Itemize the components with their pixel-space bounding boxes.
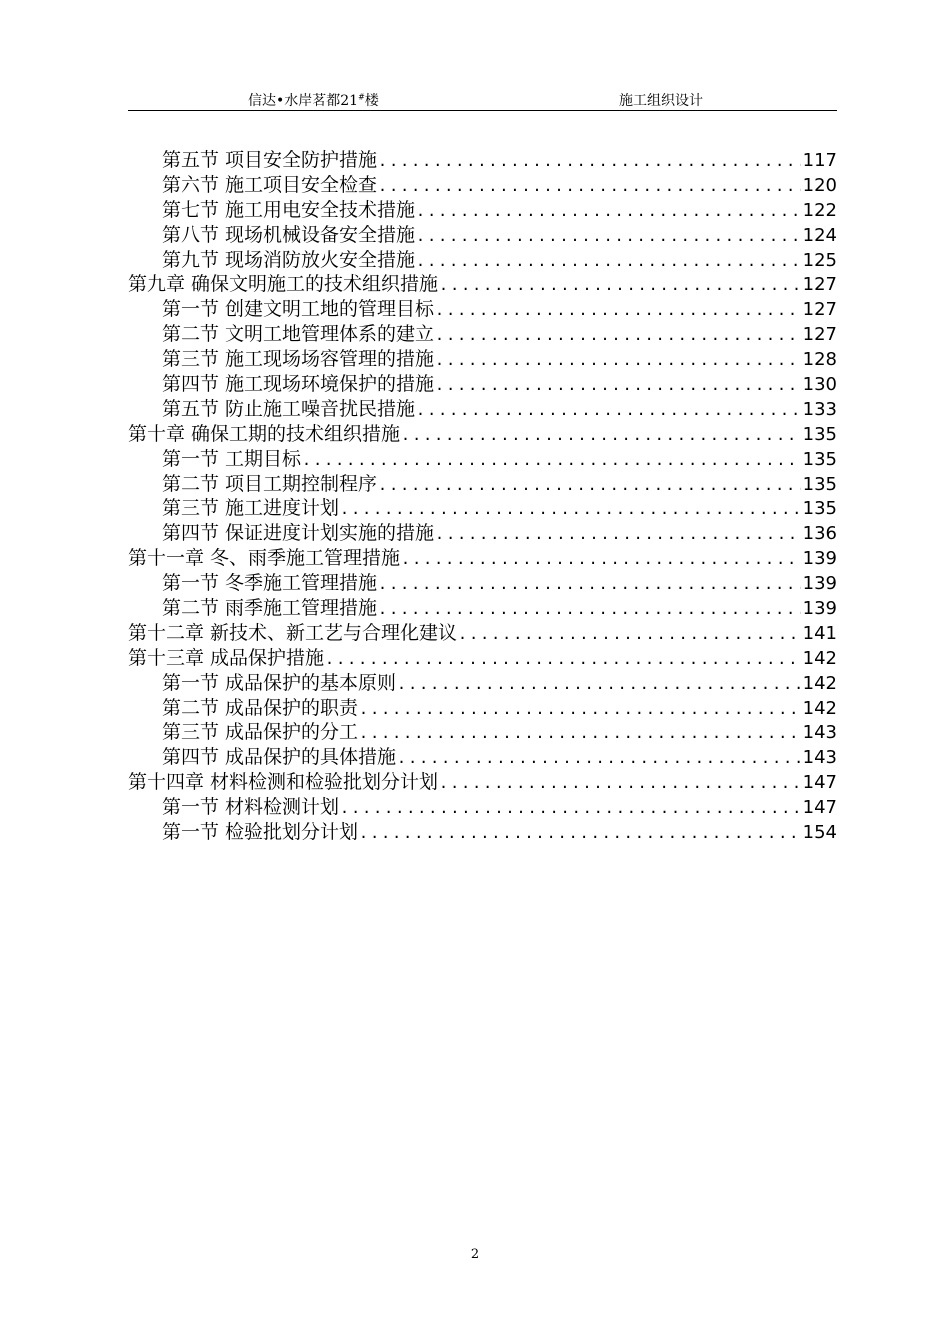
toc-entry-page-number: 135 [802,448,837,470]
toc-entry-page-number: 117 [802,150,837,171]
toc-entry-page-number: 127 [802,324,837,346]
toc-entry-title: 第三节 施工进度计划 [162,497,340,520]
toc-section-entry[interactable] [128,795,837,820]
toc-entry-title: 第一节 材料检测计划 [162,796,340,819]
toc-entry-title: 第九章 确保文明施工的技术组织措施 [128,273,439,296]
toc-entry-title: 第六节 施工项目安全检查 [162,173,378,196]
toc-dot-leader [435,323,801,348]
toc-entry-page-number: 120 [802,174,837,196]
toc-entry-page-number: 128 [802,349,837,371]
toc-chapter-entry[interactable] [128,272,837,297]
toc-entry-title: 第十二章 新技术、新工艺与合理化建议 [128,621,458,644]
toc-entry-page-number: 141 [802,622,837,644]
toc-entry-title: 第四节 保证进度计划实施的措施 [162,522,435,545]
toc-entry-title: 第二节 雨季施工管理措施 [162,597,378,620]
toc-dot-leader [340,497,801,522]
toc-dot-leader [416,249,801,274]
toc-section-entry[interactable] [128,372,837,397]
toc-entry-title: 第一节 创建文明工地的管理目标 [162,298,435,321]
toc-dot-leader [416,398,801,423]
toc-entry-title: 第十四章 材料检测和检验批划分计划 [128,771,439,794]
toc-entry-page-number: 130 [802,374,837,396]
toc-entry-page-number: 142 [802,697,837,719]
toc-section-entry[interactable] [128,447,837,472]
toc-entry-page-number: 135 [802,473,837,495]
toc-dot-leader [340,796,801,821]
toc-entry-title: 第四节 成品保护的具体措施 [162,746,397,769]
toc-dot-leader [401,547,801,572]
toc-dot-leader [397,672,801,697]
toc-dot-leader [458,622,801,647]
toc-dot-leader [435,298,801,323]
toc-entry-title: 第十三章 成品保护措施 [128,646,325,669]
toc-dot-leader [439,771,801,796]
toc-dot-leader [378,149,801,174]
toc-entry-title: 第五节 项目安全防护措施 [162,149,378,171]
toc-entry-title: 第四节 施工现场环境保护的措施 [162,373,435,396]
page-header [128,88,837,111]
toc-entry-page-number: 127 [802,299,837,321]
header-document-title: 施工组织设计 [619,93,703,109]
toc-dot-leader [359,697,801,722]
toc-section-entry[interactable] [128,696,837,721]
toc-section-entry[interactable] [128,720,837,745]
toc-entry-page-number: 135 [802,498,837,520]
toc-entry-page-number: 147 [802,772,837,794]
toc-entry-page-number: 143 [802,722,837,744]
toc-section-entry[interactable] [128,820,837,845]
toc-section-entry[interactable] [128,198,837,223]
toc-entry-page-number: 125 [802,249,837,271]
toc-entry-title: 第九节 现场消防放火安全措施 [162,248,416,271]
toc-entry-title: 第一节 冬季施工管理措施 [162,572,378,595]
toc-entry-title: 第二节 项目工期控制程序 [162,472,378,495]
toc-entry-title: 第十一章 冬、雨季施工管理措施 [128,547,401,570]
toc-dot-leader [435,522,801,547]
toc-entry-title: 第一节 成品保护的基本原则 [162,671,397,694]
toc-dot-leader [302,448,801,473]
toc-section-entry[interactable] [128,248,837,273]
toc-section-entry[interactable] [128,148,837,173]
toc-chapter-entry[interactable] [128,770,837,795]
toc-entry-page-number: 147 [802,797,837,819]
toc-dot-leader [416,199,801,224]
toc-dot-leader [416,224,801,249]
toc-chapter-entry[interactable] [128,546,837,571]
toc-section-entry[interactable] [128,496,837,521]
toc-entry-page-number: 124 [802,224,837,246]
toc-dot-leader [378,174,801,199]
toc-entry-page-number: 133 [802,398,837,420]
toc-entry-page-number: 127 [802,274,837,296]
toc-dot-leader [359,821,801,846]
toc-chapter-entry[interactable] [128,646,837,671]
toc-dot-leader [439,273,801,298]
toc-entry-title: 第八节 现场机械设备安全措施 [162,223,416,246]
toc-dot-leader [378,572,801,597]
toc-entry-page-number: 143 [802,747,837,769]
toc-entry-page-number: 139 [802,598,837,620]
toc-section-entry[interactable] [128,671,837,696]
toc-dot-leader [378,597,801,622]
toc-chapter-entry[interactable] [128,422,837,447]
toc-entry-title: 第三节 施工现场场容管理的措施 [162,348,435,371]
header-project-title: 信达•水岸茗都21#楼 [248,92,379,109]
toc-dot-leader [378,473,801,498]
toc-entry-title: 第一节 检验批划分计划 [162,821,359,844]
toc-entry-title: 第五节 防止施工噪音扰民措施 [162,397,416,420]
toc-entry-title: 第一节 工期目标 [162,447,302,470]
toc-dot-leader [435,373,801,398]
toc-dot-leader [359,721,801,746]
toc-dot-leader [401,423,801,448]
toc-section-entry[interactable] [128,472,837,497]
toc-section-entry[interactable] [128,347,837,372]
toc-section-entry[interactable] [128,397,837,422]
table-of-contents [128,148,837,845]
toc-entry-page-number: 135 [802,423,837,445]
toc-section-entry[interactable] [128,521,837,546]
toc-dot-leader [435,348,801,373]
toc-entry-page-number: 139 [802,573,837,595]
toc-entry-title: 第三节 成品保护的分工 [162,721,359,744]
toc-entry-page-number: 122 [802,199,837,221]
toc-entry-page-number: 142 [802,672,837,694]
toc-entry-title: 第十章 确保工期的技术组织措施 [128,422,401,445]
toc-section-entry[interactable] [128,173,837,198]
toc-section-entry[interactable] [128,571,837,596]
toc-chapter-entry[interactable] [128,621,837,646]
toc-entry-title: 第七节 施工用电安全技术措施 [162,198,416,221]
toc-entry-page-number: 139 [802,548,837,570]
toc-section-entry[interactable] [128,596,837,621]
toc-section-entry[interactable] [128,745,837,770]
toc-entry-page-number: 136 [802,523,837,545]
toc-section-entry[interactable] [128,223,837,248]
toc-entry-title: 第二节 文明工地管理体系的建立 [162,323,435,346]
page-number: 2 [470,1247,480,1262]
toc-entry-title: 第二节 成品保护的职责 [162,696,359,719]
toc-dot-leader [325,647,801,672]
toc-entry-page-number: 154 [802,822,837,844]
toc-dot-leader [397,746,801,771]
toc-section-entry[interactable] [128,297,837,322]
toc-entry-page-number: 142 [802,647,837,669]
toc-section-entry[interactable] [128,322,837,347]
